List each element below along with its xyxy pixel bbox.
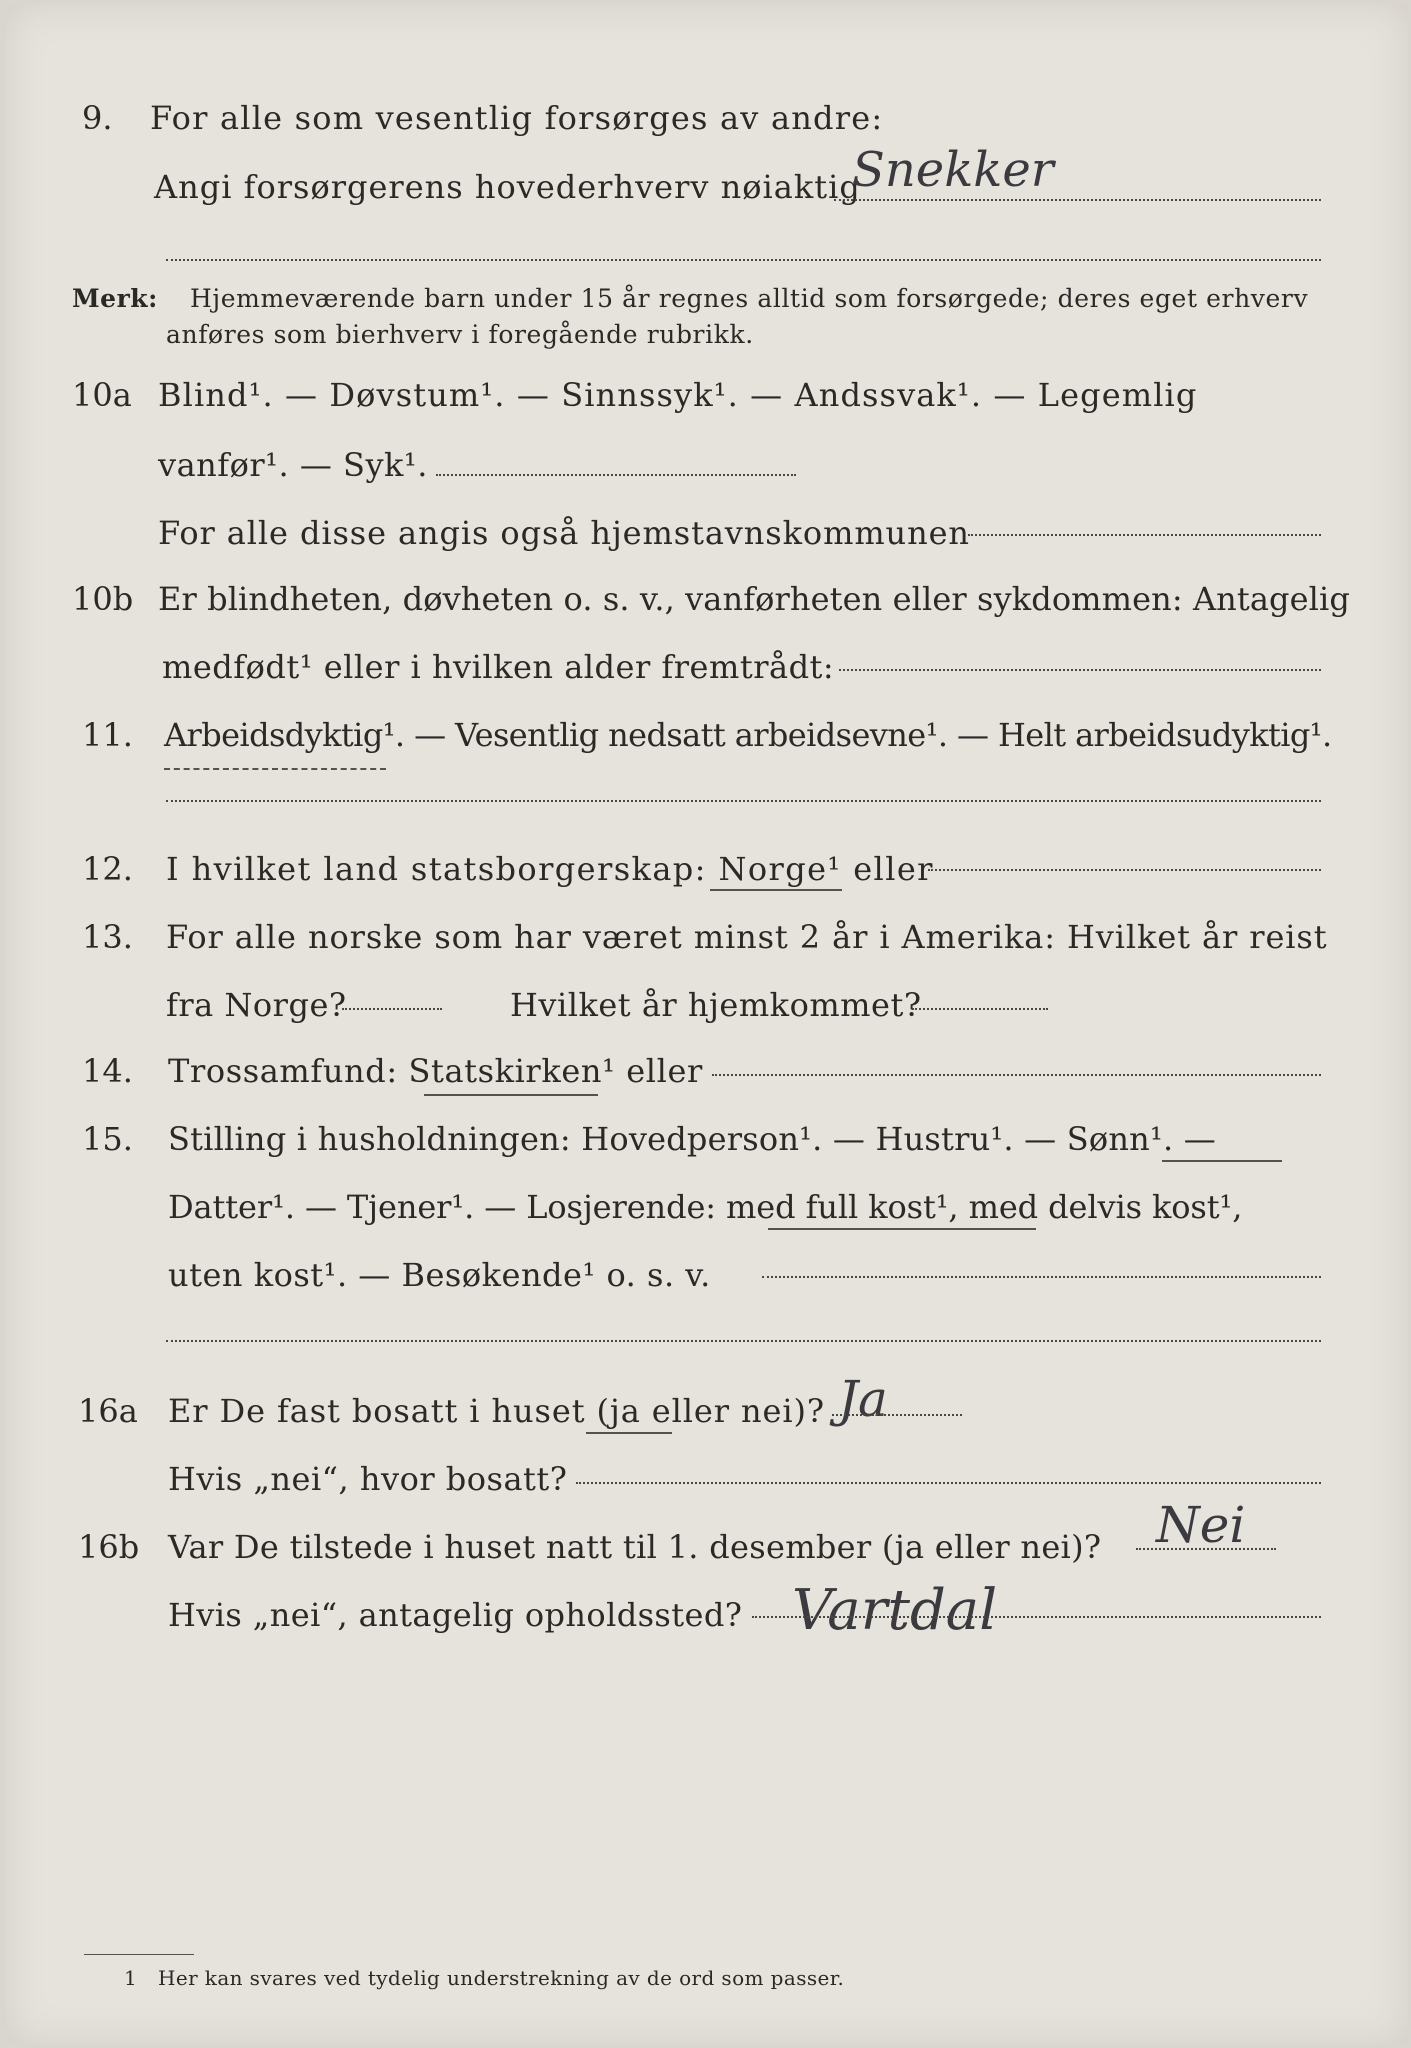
q9-answer-line [834, 199, 1321, 201]
q11-number: 11. [82, 716, 133, 754]
q9-handwritten-answer: Snekker [852, 142, 1054, 198]
q13-reist-line [342, 1008, 442, 1010]
q16a-number: 16a [78, 1392, 138, 1430]
q16a-bosatt-line [576, 1482, 1321, 1484]
q16b-number: 16b [78, 1528, 140, 1566]
q10a-line-3: For alle disse angis også hjemstavnskommunen [158, 514, 970, 552]
q10b-answer-line [839, 669, 1321, 671]
q9-extra-line [166, 259, 1321, 261]
q15-number: 15. [82, 1120, 133, 1158]
q10b-number: 10b [72, 580, 134, 618]
q16b-handwritten-place: Vartdal [792, 1578, 998, 1643]
merk-text-2: anføres som bierhverv i foregående rubrikk. [166, 320, 754, 349]
q12-question: I hvilket land statsborgerskap: Norge¹ eller [166, 850, 934, 888]
footnote-text: Her kan svares ved tydelig understrekning av de ord som passer. [158, 1966, 845, 1990]
q13-line-2a: fra Norge? [166, 986, 347, 1024]
q14-answer-line [712, 1074, 1321, 1076]
q13-line-2b: Hvilket år hjemkommet? [510, 986, 922, 1024]
q14-statskirken-underline [424, 1094, 598, 1096]
q10a-line-2: vanfør¹. — Syk¹. [158, 446, 428, 484]
q10a-syk-line [436, 474, 796, 476]
census-form-page [6, 4, 1408, 2044]
q16a-answer-line [832, 1414, 962, 1416]
q16a-line-1: Er De fast bosatt i huset (ja eller nei)? [168, 1392, 825, 1430]
q16a-handwritten-answer: Ja [838, 1370, 888, 1428]
q16b-answer-line [1136, 1548, 1276, 1550]
q11-extra-line [166, 800, 1321, 802]
footnote-rule [84, 1954, 194, 1955]
q9-subquestion: Angi forsørgerens hovederhverv nøiaktig [154, 168, 861, 206]
q15-full-kost-underline [768, 1228, 1036, 1230]
q16b-line-1: Var De tilstede i huset natt til 1. desember (ja eller nei)? [168, 1528, 1102, 1566]
q9-number: 9. [82, 99, 113, 137]
q11-selected-underline [164, 768, 386, 770]
q12-answer-line [928, 869, 1321, 871]
q16b-handwritten-answer: Nei [1156, 1496, 1246, 1554]
q10a-hjemstavn-line [968, 534, 1321, 536]
merk-text-1: Hjemmeværende barn under 15 år regnes alltid som forsørgede; deres eget erhverv [190, 284, 1309, 313]
q15-line-2: Datter¹. — Tjener¹. — Losjerende: med full kost¹, med delvis kost¹, [168, 1188, 1243, 1226]
q15-line-3: uten kost¹. — Besøkende¹ o. s. v. [168, 1256, 711, 1294]
merk-label: Merk: [72, 284, 158, 313]
footnote-mark: 1 [124, 1966, 137, 1990]
q13-hjemkommet-line [912, 1008, 1048, 1010]
q13-line-1: For alle norske som har været minst 2 år i Amerika: Hvilket år reist [166, 918, 1328, 956]
q14-question: Trossamfund: Statskirken¹ eller [168, 1052, 703, 1090]
q12-norge-underline [710, 889, 842, 891]
q15-sonn-underline [1162, 1160, 1282, 1162]
q15-answer-line [762, 1276, 1321, 1278]
q16a-line-2: Hvis „nei“, hvor bosatt? [168, 1460, 568, 1498]
q10b-line-1: Er blindheten, døvheten o. s. v., vanførheten eller sykdommen: Antagelig [158, 580, 1350, 618]
q12-number: 12. [82, 850, 133, 888]
q10a-number: 10a [72, 376, 132, 414]
q15-line-1: Stilling i husholdningen: Hovedperson¹. — Hustru¹. — Sønn¹. — [168, 1120, 1216, 1158]
q11-options: Arbeidsdyktig¹. — Vesentlig nedsatt arbeidsevne¹. — Helt arbeidsudyktig¹. [164, 716, 1332, 754]
q10a-line-1: Blind¹. — Døvstum¹. — Sinnssyk¹. — Andssvak¹. — Legemlig [158, 376, 1198, 414]
q10b-line-2: medfødt¹ eller i hvilken alder fremtrådt: [162, 648, 835, 686]
q14-number: 14. [82, 1052, 133, 1090]
q16b-line-2: Hvis „nei“, antagelig opholdssted? [168, 1596, 743, 1634]
q16a-ja-underline [586, 1432, 672, 1434]
q9-question: For alle som vesentlig forsørges av andre: [150, 99, 884, 137]
q16b-opholdssted-line [752, 1616, 1321, 1618]
q15-extra-line [166, 1340, 1321, 1342]
q13-number: 13. [82, 918, 133, 956]
